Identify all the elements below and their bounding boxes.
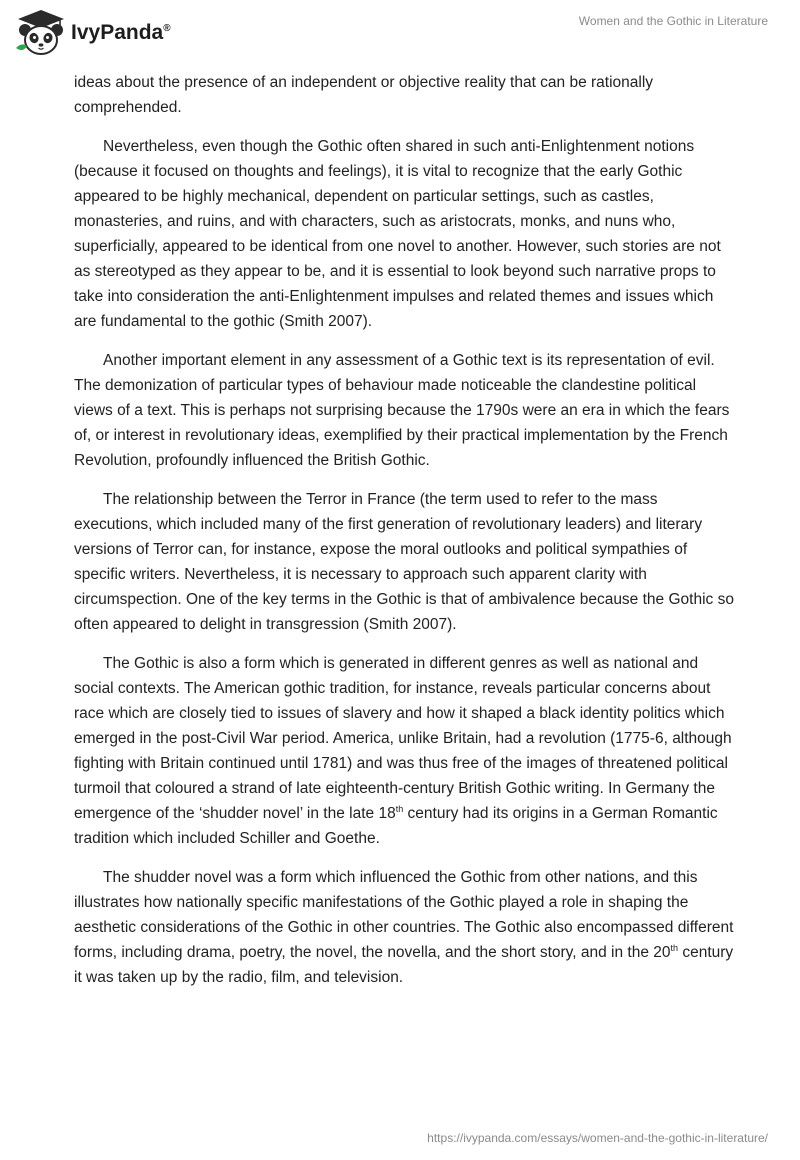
ivypanda-logo[interactable] xyxy=(14,8,171,58)
document-title: Women and the Gothic in Literature xyxy=(578,14,768,28)
panda-graduate-icon xyxy=(14,8,68,58)
registered-mark: ® xyxy=(163,23,171,34)
paragraph-3: The relationship between the Terror in France (the term used to refer to the mass executions, which included many of the first generation of revolutionary leaders) and literary versions of Terror can, for instance, expose the moral outlooks and political sympathies of specific writers. Nevertheless, it is necessary to approach such apparent clarity with circumspection. One of the key terms in the Gothic is that of ambivalence because the Gothic so often appeared to delight in transgression (Smith 2007). xyxy=(74,491,734,633)
paragraph-continuation: ideas about the presence of an independent or objective reality that can be rationally comprehended. xyxy=(74,74,654,116)
paragraph-4 xyxy=(74,651,734,851)
paragraph-2: Another important element in any assessment of a Gothic text is its representation of evil. The demonization of particular types of behaviour made noticeable the clandestine political views of a text. This is perhaps not surprising because the 1790s were an era in which the fears of, or interest in revolutionary ideas, exemplified by their practical implementation by the French Revolution, profoundly influenced the British Gothic. xyxy=(74,352,730,469)
source-url[interactable]: https://ivypanda.com/essays/women-and-the-gothic-in-literature/ xyxy=(427,1131,768,1145)
paragraph-4-text-b: century had its origins in a German Romantic tradition which included Schiller and Goethe. xyxy=(74,805,718,847)
ordinal-suffix: th xyxy=(395,803,404,814)
ordinal-suffix: th xyxy=(670,942,679,953)
essay-body xyxy=(74,70,734,1004)
page-header xyxy=(0,0,800,70)
paragraph-5 xyxy=(74,865,734,990)
paragraph-4-text-a: The Gothic is also a form which is generated in different genres as well as national and social contexts. The American gothic tradition, for instance, reveals particular concerns about race which are closely tied to issues of slavery and how it shaped a black identity politics which emerged in the post-Civil War period. America, unlike Britain, had a revolution (1775-6, although fighting with Britain continued until 1781) and was thus free of the images of threatened political turmoil that coloured a strand of late eighteenth-century British Gothic writing. In Germany the emergence of the ‘shudder novel’ in the late 18 xyxy=(74,655,732,822)
paragraph-5-text-a: The shudder novel was a form which influenced the Gothic from other nations, and this illustrates how nationally specific manifestations of the Gothic played a role in shaping the aesthetic considerations of the Gothic in other countries. The Gothic also encompassed different forms, including drama, poetry, the novel, the novella, and the short story, and in the 20 xyxy=(74,869,734,961)
logo-wordmark: IvyPanda® xyxy=(71,21,171,44)
paragraph-5-text-b: century it was taken up by the radio, film, and television. xyxy=(74,944,734,986)
paragraph-1: Nevertheless, even though the Gothic often shared in such anti-Enlightenment notions (because it focused on thoughts and feelings), it is vital to recognize that the early Gothic appeared to be highly mechanical, dependent on particular settings, such as castles, monasteries, and ruins, and with characters, such as aristocrats, monks, and nuns who, superficially, appeared to be identical from one novel to another. However, such stories are not as stereotyped as they appear to be, and it is essential to look beyond such narrative props to take into consideration the anti-Enlightenment impulses and related themes and issues which are fundamental to the gothic (Smith 2007). xyxy=(74,138,721,330)
